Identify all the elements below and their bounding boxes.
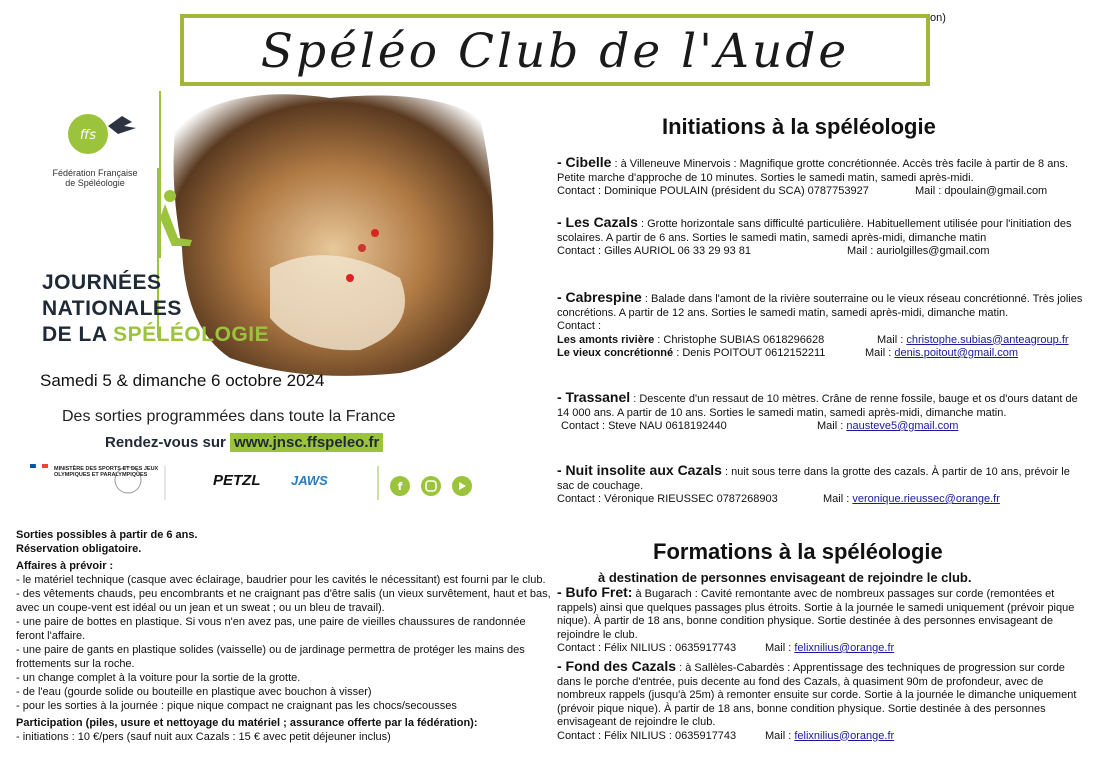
entry-contact: Contact : Gilles AURIOL 06 33 29 93 81 [557, 245, 752, 257]
affaire-item: - des vêtements chauds, peu encombrants et ne craignant pas d'être salis (un vieux survêtement, haut et bas, avec un coupe-vent est idéal ou un jean et un sweat ; ou un bleu de travail). [16, 588, 551, 614]
entry-name: - Nuit insolite aux Cazals [557, 462, 722, 478]
ffs-label: Fédération Française de Spéléologie [52, 168, 138, 188]
amonts-mail-link[interactable]: christophe.subias@anteagroup.fr [906, 333, 1069, 346]
affaire-item: - une paire de bottes en plastique. Si vous n'en avez pas, une paire de vieilles chaussures de randonnée feront l'affaire. [16, 616, 526, 642]
entry-name: - Bufo Fret: [557, 584, 633, 600]
vieux-mail-link[interactable]: denis.poitout@gmail.com [894, 347, 1019, 359]
club-banner [180, 14, 930, 86]
vieux-mail-label: Mail : [865, 347, 895, 359]
entry-nuit [557, 464, 1087, 507]
rdv-url-link[interactable]: www.jnsc.ffspeleo.fr [230, 433, 383, 452]
entry-mail-label: Mail : [765, 642, 795, 654]
initiations-title: Initiations à la spéléologie [662, 114, 936, 139]
title-line-3-green: SPÉLÉOLOGIE [113, 323, 270, 346]
entry-contact: Contact : Félix NILIUS : 0635917743 [557, 642, 737, 654]
title-line-3 [42, 322, 269, 348]
entry-mail: Mail : dpoulain@gmail.com [915, 185, 1048, 197]
amonts-label: Les amonts rivière [557, 333, 655, 346]
entry-desc: : Grotte horizontale sans difficulté particulière. Habituellement utilisée pour l'initiation des scolaires. A partir de 6 ans. Sorties le samedi matin, samedi après-midi, dimanche matin [557, 218, 1072, 244]
entry-bufo [557, 586, 1087, 656]
affaire-item: - pour les sorties à la journée : pique nique compact ne craignant pas les chocs/secousses [16, 700, 457, 712]
title-line-1: JOURNÉES [42, 271, 162, 294]
svg-text:ffs: ffs [79, 128, 97, 143]
entry-desc: : nuit sous terre dans la grotte des cazals. À partir de 10 ans, prévoir le sac de couchage. [557, 466, 1070, 492]
club-title: Spéléo Club de l'Aude [260, 24, 850, 79]
entry-cibelle [557, 156, 1087, 199]
entry-fond-cazals [557, 660, 1087, 743]
entry-contact: Contact : Dominique POULAIN (président du SCA) 0787753927 [557, 185, 869, 197]
rdv-prefix: Rendez-vous sur [105, 434, 231, 451]
event-date: Samedi 5 & dimanche 6 octobre 2024 [40, 371, 325, 390]
entry-desc: à Bugarach : Cavité remontante avec de nombreux passages sur corde (remontées et rappels) ainsi que quelques passages plus étroits. Sortie à la journée le samedi uniquement (prévoir pique nique). À partir de 18 ans, bonne condition physique. Sortie destinée à des personnes envisageant de rejoindre le club. [557, 588, 1075, 641]
rdv-line [105, 434, 383, 451]
tarif-line: - initiations : 10 €/pers (sauf nuit aux Cazals : 15 € avec petit déjeuner inclus) [16, 731, 391, 743]
corner-text-fragment: on) [930, 12, 946, 24]
entry-mail-label: Mail : [765, 729, 795, 742]
affaire-item: - de l'eau (gourde solide ou bouteille en plastique avec bouchon à visser) [16, 686, 372, 698]
practical-info [16, 528, 556, 744]
entry-mail-label: Mail : [823, 493, 853, 505]
formations-subtitle: à destination de personnes envisageant de rejoindre le club. [598, 570, 972, 585]
entry-mail: Mail : auriolgilles@gmail.com [847, 245, 990, 257]
entry-desc: : Descente d'un ressaut de 10 mètres. Crâne de renne fossile, bauge et os d'ours datant de 14 000 ans. A partir de 10 ans. Sorties le samedi matin, samedi après-midi, dimanche matin. [557, 393, 1078, 419]
affaire-item: - une paire de gants en plastique solides (vaisselle) ou de jardinage permettra de protéger les mains des frottements sur la roche. [16, 644, 525, 670]
entry-contact: Contact : Steve NAU 0618192440 [561, 420, 727, 432]
petzl-logo: PETZL [213, 472, 261, 489]
title-line-2: NATIONALES [42, 297, 182, 320]
entry-mail-link[interactable]: felixnilius@orange.fr [794, 642, 895, 654]
svg-text:f: f [397, 480, 403, 493]
vieux-label: Le vieux concrétionné [557, 347, 674, 359]
entry-cazals [557, 216, 1087, 259]
jnsc-title [42, 270, 269, 348]
entry-cabrespine [557, 291, 1087, 361]
ministry-label: MINISTÈRE DES SPORTS ET DES JEUX OLYMPIQUES ET PARALYMPIQUES [54, 466, 159, 478]
entry-name: - Trassanel [557, 389, 631, 405]
entry-mail-link[interactable]: felixnilius@orange.fr [794, 729, 895, 742]
entry-contact: Contact : Véronique RIEUSSEC 0787268903 [557, 493, 778, 505]
programme-line: Des sorties programmées dans toute la France [62, 408, 396, 425]
jnsc-poster [0, 88, 545, 518]
amonts-contact: : Christophe SUBIAS 0618296628 [654, 333, 825, 346]
amonts-mail-label: Mail : [877, 333, 907, 346]
affaire-item: - le matériel technique (casque avec éclairage, baudrier pour les cavités le nécessitant) est fourni par le club. [16, 574, 546, 586]
entry-mail-label: Mail : [817, 420, 847, 432]
entry-contact: Contact : Félix NILIUS : 0635917743 [557, 729, 737, 742]
entry-desc: : à Sallèles-Cabardès : Apprentissage des techniques de progression sur corde dans le porche d'entrée, puis decente au fond des Cazals, à quasiment 90m de profondeur, avec de nombreux rappels (jusqu'à 25m) à remonter ensuite sur corde. Sortie à la journée le dimanche uniquement (prévoir pique nique). À partir de 18 ans, bonne condition physique. Sortie destinée à des personnes envisageant de rejoindre le club. [557, 662, 1077, 728]
participation-title: Participation (piles, usure et nettoyage du matériel ; assurance offerte par la fédération): [16, 717, 478, 729]
entry-contact: Contact : [557, 320, 602, 332]
title-line-3-prefix: DE LA [42, 323, 114, 346]
entry-mail-link[interactable]: nausteve5@gmail.com [846, 420, 959, 432]
min-age-line: Sorties possibles à partir de 6 ans. [16, 529, 198, 541]
entry-trassanel [557, 391, 1087, 434]
entry-name: - Fond des Cazals [557, 658, 677, 674]
entry-name: - Cabrespine [557, 289, 642, 305]
entry-desc: : Balade dans l'amont de la rivière souterraine ou le vieux réseau concrétionné. Très jolies concrétions. A partir de 12 ans. Sorties le samedi matin, samedi après-midi, dimanche matin. [557, 293, 1083, 319]
affaire-item: - un change complet à la voiture pour la sortie de la grotte. [16, 672, 301, 684]
reservation-line: Réservation obligatoire. [16, 543, 142, 555]
entry-name: - Les Cazals [557, 214, 638, 230]
jaws-logo: JAWS [291, 473, 328, 488]
entry-name: - Cibelle [557, 154, 612, 170]
entry-desc: : à Villeneuve Minervois : Magnifique grotte concrétionnée. Accès très facile à partir de 8 ans. Petite marche d'approche de 10 minutes. Sorties le samedi matin, samedi après-midi. [557, 158, 1069, 184]
entry-mail-link[interactable]: veronique.rieussec@orange.fr [852, 493, 1000, 505]
formations-title: Formations à la spéléologie [653, 539, 943, 564]
affaires-title: Affaires à prévoir : [16, 560, 114, 572]
vieux-contact: : Denis POITOUT 0612152211 [673, 347, 826, 359]
